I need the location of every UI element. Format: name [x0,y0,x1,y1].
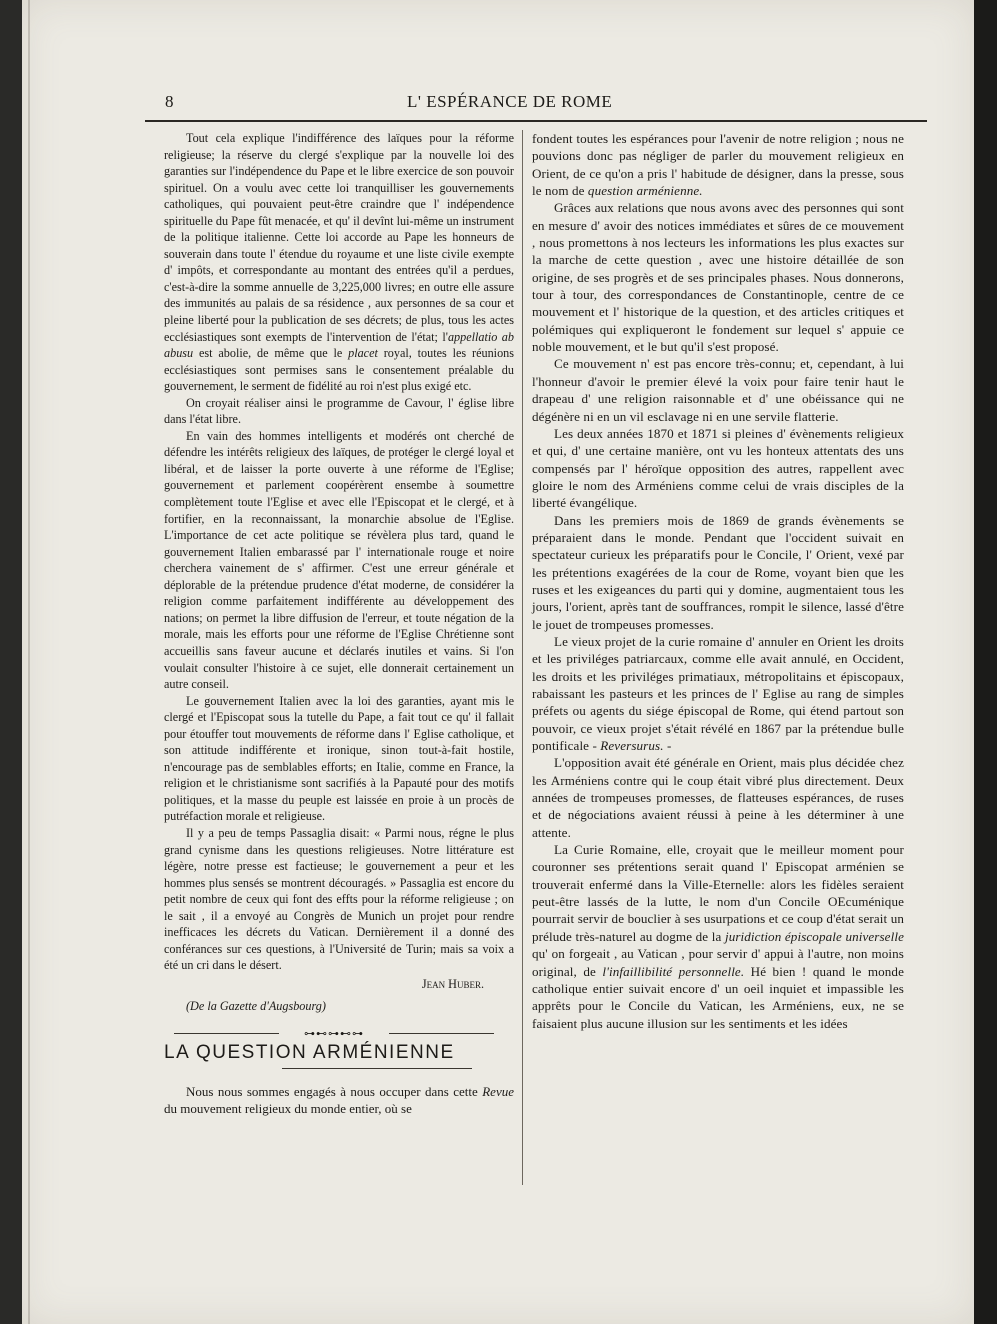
heading-rule [282,1068,472,1069]
paragraph: L'opposition avait été générale en Orient, mais plus décidée chez les Arméniens contre qui le coup était vibré plus directement. Deux années de trompeuses promesses, de flatteuses espérances, de ruses et de négociations avaient réussi à peine à les déterminer à une attente. [532,755,904,840]
ornament-glyphs: ⊶⊷⊶⊷⊶ [304,1027,364,1040]
paragraph: Grâces aux relations que nous avons avec des personnes qui sont en mesure d' avoir des notices immédiates et sûres de ce mouvement , nous promettons à nos lecteurs les informations les plus exactes sur la marche de cette question , avec une histoire détaillée de son origine, de ses progrès et de ses principales phases. Nous donnerons, tour à tour, des correspondances de Constantinople, centre de ce mouvement et l' historique de la question, et des articles critiques et polémiques qui expliqueront le fondement sur lequel s' appuie ce noble mouvement, et le but qu'il s'est proposé. [532,200,904,355]
paragraph: Nous nous sommes engagés à nous occuper dans cette Revue du mouvement religieux du monde entier, où se [164,1083,514,1117]
left-column [164,130,514,1118]
scan-edge [974,0,997,1324]
paragraph: Les deux années 1870 et 1871 si pleines d' évènements religieux et qui, d' une certaine manière, ont vu les honteux attentats des uns compensés par l' héroïque opposition des autres, rappellent avec gloire le nom des Arméniens comme celui de vrais disciples de la liberté évangélique. [532,425,904,511]
author-signature: Jean Huber. [421,976,484,991]
paragraph: fondent toutes les espérances pour l'avenir de notre religion ; nous ne pouvions donc pas négliger de parler du mouvement religieux en Orient, de ce qu'on a pris l' habitude de désigner, dans la presse, sous le nom de question arménienne. [532,131,904,199]
paragraph: En vain des hommes intelligents et modérés ont cherché de défendre les intérêts religieux des laïques, de protéger le clergé loyal et libéral, et de laisser la porte ouverte à une réforme de l'Eglise; gouvernement et parlement coopérèrent ensembe à soumettre complètement toute l'Eglise et avec elle l'Episcopat et le clergé, et à fortifier, en la reconnaissant, la monarchie absolue de l'Eglise. L'importance de cet acte politique se révèlera plus tard, quand le gouvernement Italien embarassé par l' internationale rouge et noire cherchera vainement de s' affirmer. C'est une erreur générale et déplorable de la prétendue prudence d'état moderne, de considérer la religion comme parfaitement indifférente au développement des nations; on permet la libre diffusion de l'erreur, et toute négation de la morale, mais les efforts pour une réforme de l'Eglise Chrétienne sont accueillis sans faveur aucune et déclarés inutiles et vains. Si l'on voulait consulter l'histoire à ce sujet, elle donnerait certainement un autre conseil. [164,428,514,692]
section-ornament [164,1023,514,1045]
paragraph: Ce mouvement n' est pas encore très-connu; et, cependant, à lui l'honneur d'avoir le premier élevé la voix pour faire tenir haut le drapeau d' une religion raisonnable et d' une obéissance qui ne dégénère ni en un vil esclavage ni en une servile flatterie. [532,356,904,424]
paragraph: Le gouvernement Italien avec la loi des garanties, ayant mis le clergé et l'Episcopat sous la tutelle du Pape, a fait tout ce qu' il fallait pour étouffer tout mouvements de réforme dans l' Eglise catholique, et son attitude indifférente et ironique, sinon tout-à-fait hostile, n'encourage pas de semblables efforts; en Italie, comme en France, la religion et le christianisme sont sacrifiés à la Papauté pour des motifs politiques, et la masse du peuple est laissée en proie à un procès de putréfaction morale et religieuse. [164,693,514,824]
page-number: 8 [165,92,174,111]
column-divider [522,130,523,1185]
right-column [532,130,904,1032]
paragraph: On croyait réaliser ainsi le programme de Cavour, l' église libre dans l'état libre. [164,395,514,427]
source-citation: (De la Gazette d'Augsbourg) [186,999,326,1014]
paragraph: Le vieux projet de la curie romaine d' annuler en Orient les droits et les priviléges patriarcaux, comme elle avait annulé, en Occident, les droits et les priviléges primatiaux, métropolitains et épiscopaux, rabaissant les pasteurs et les princes de l' Eglise au rang de simples préfets ou agents du siége épiscopal de Rome, qui étend partout son pouvoir, ce vieux projet s'était révélé en 1867 par la prétendue bulle pontificale - Reversurus. - [532,633,904,754]
page-header [145,92,925,116]
paragraph: La Curie Romaine, elle, croyait que le meilleur moment pour couronner ses prétentions serait quand l' Episcopat arménien se trouverait enfermé dans la Ville-Eternelle: alors les fidèles seraient peut-être lassés de la lutte, le nom d'un Concile OEcuménique pourrait servir de bouclier à ses usurpations et ce coup d'état serait un prélude très-naturel au dogme de la juridiction épiscopale universelle qu' on forgeait , au Vatican , pour servir d' appui à l'autre, non moins original, de l'infaillibilité personnelle. Hé bien ! quand le monde catholique entier suivait encore d' un oeil inquiet et impassible les apprêts pour le Concile du Vatican, les Arméniens, eux, ne se faisaient plus aucune illusion sur les sentiments et les idées [532,842,904,1031]
running-title: L' ESPÉRANCE DE ROME [407,92,613,111]
section-heading: LA QUESTION ARMÉNIENNE [164,1041,455,1063]
paragraph: Il y a peu de temps Passaglia disait: « Parmi nous, régne le plus grand cynisme dans les questions religieuses. Notre littérature est légère, notre presse est factieuse; le gouvernement a peur et les hommes plus sensés se montrent découragés. » Passaglia est encore du petit nombre de ceux qui font des effts pour la réforme religieuse ; on le sait , il a envoyé au Congrès de Munich un projet pour rendre inefficaces les décrets du Vatican. Dernièrement il a donné des conférances sur ces questions, à l'Université de Turin; mais sa voix a été un cri dans le désert. [164,825,514,973]
paragraph: Dans les premiers mois de 1869 de grands évènements se préparaient dans le monde. Pendant que l'occident suivait en spectateur curieux les préparatifs pour le Concile, l' Orient, vexé par les prétentions exagérées de la cour de Rome, voyant bien que les ruses et les exigeances du parti qui y domine, augmentaient tous les jours, l'orient, après tant de souffrances, rompit le silence, lassé d'être le jouet de trompeuses promesses. [532,512,904,632]
page-fold-shadow [28,0,30,1324]
header-rule [145,120,927,122]
paragraph: Tout cela explique l'indifférence des laïques pour la réforme religieuse; la réserve du clergé s'explique par la nouvelle loi des garanties sur l'indépendence du Pape et le libre exercice de son pouvoir spirituel. On a voulu avec cette loi tranquilliser les gouvernements catholiques, qui pouvaient peut-être craindre que l' indépendence spirituelle du Pape fût menacée, et qu' il devînt lui-même un instrument de la politique italienne. Cette loi accorde au Pape les honneurs de souverain dans toute l' étendue du royaume et une liste civile exempte d' impôts, et correspondante au montant des entrées qu'il a perdues, c'est-à-dire la somme annuelle de 3,225,000 livres; en outre elle assure des immunités au palais de sa résidence , aux personnes de sa cour et pleine liberté pour la publication de ses décrets; de plus, tous les actes ecclésiastiques sont exempts de l'intervention de l'état; l'appellatio ab abusu est abolie, de même que le placet royal, toutes les réunions ecclésiastiques sont permises sans le consentement préalable du gouvernement, le serment de fidélité au roi n'est plus exigé etc. [164,131,514,394]
